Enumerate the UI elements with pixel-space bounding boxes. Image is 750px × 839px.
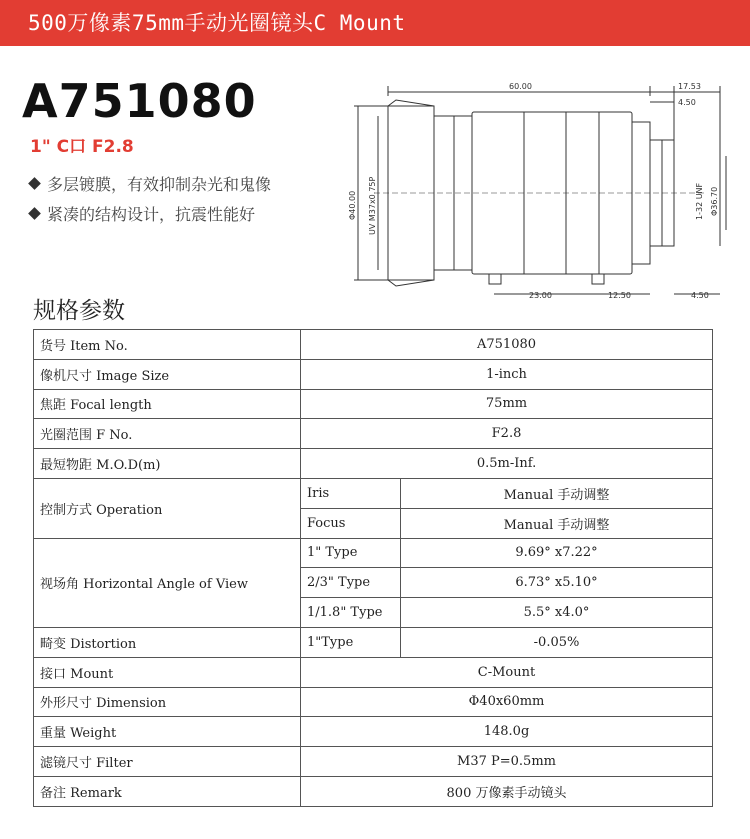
focus-screw — [489, 274, 501, 284]
spec-sublabel: 1" Type — [301, 538, 401, 568]
spec-value: 148.0g — [301, 717, 713, 747]
spec-label: 焦距 Focal length — [34, 389, 301, 419]
spec-label: 视场角 Horizontal Angle of View — [34, 538, 301, 627]
mount-spec: 1" C口 F2.8 — [30, 137, 134, 157]
banner-title: 500万像素75mm手动光圈镜头C Mount — [28, 11, 406, 35]
spec-label: 重量 Weight — [34, 717, 301, 747]
table-row — [34, 538, 713, 568]
spec-label: 货号 Item No. — [34, 330, 301, 360]
dim-back: 17.53 — [678, 82, 701, 91]
spec-label: 控制方式 Operation — [34, 478, 301, 538]
spec-sublabel: 1/1.8" Type — [301, 598, 401, 628]
table-row — [34, 747, 713, 777]
dim-mount-dia: Φ36.70 — [710, 186, 719, 216]
spec-value: M37 P=0.5mm — [301, 747, 713, 777]
spec-label: 最短物距 M.O.D(m) — [34, 449, 301, 479]
spec-value: 6.73° x5.10° — [401, 568, 713, 598]
feature-text: 紧凑的结构设计，抗震性能好 — [47, 205, 256, 224]
spec-value: -0.05% — [401, 627, 713, 657]
table-row — [34, 627, 713, 657]
spec-label: 备注 Remark — [34, 776, 301, 806]
dim-flange: 4.50 — [678, 98, 696, 107]
table-row — [34, 478, 713, 508]
dim-filter: UV M37x0.75P — [368, 176, 377, 235]
spec-section-title: 规格参数 — [33, 298, 125, 324]
feature-list — [26, 170, 271, 230]
spec-sublabel: Iris — [301, 478, 401, 508]
spec-table — [33, 329, 713, 807]
dim-diameter: Φ40.00 — [348, 190, 357, 220]
dim-thread: 1-32 UNF — [695, 182, 704, 220]
diamond-bullet-icon — [28, 207, 41, 220]
spec-value: A751080 — [301, 330, 713, 360]
spec-sublabel: Focus — [301, 508, 401, 538]
spec-label: 畸变 Distortion — [34, 627, 301, 657]
feature-text: 多层镀膜，有效抑制杂光和鬼像 — [47, 175, 272, 194]
table-row — [34, 389, 713, 419]
lens-front-bevel — [388, 100, 434, 106]
spec-value: 1-inch — [301, 359, 713, 389]
header-banner — [0, 0, 750, 46]
lens-technical-drawing — [344, 80, 744, 306]
spec-label: 光圈范围 F No. — [34, 419, 301, 449]
feature-item — [26, 170, 271, 200]
spec-label: 像机尺寸 Image Size — [34, 359, 301, 389]
spec-label: 滤镜尺寸 Filter — [34, 747, 301, 777]
spec-value: C-Mount — [301, 657, 713, 687]
spec-sublabel: 1"Type — [301, 627, 401, 657]
dim-ring: 23.00 — [529, 291, 552, 300]
diamond-bullet-icon — [28, 177, 41, 190]
table-row — [34, 419, 713, 449]
dim-ring2: 12.50 — [608, 291, 631, 300]
spec-value: 800 万像素手动镜头 — [301, 776, 713, 806]
spec-value: Φ40x60mm — [301, 687, 713, 717]
table-row — [34, 717, 713, 747]
spec-value: 0.5m-Inf. — [301, 449, 713, 479]
spec-value: F2.8 — [301, 419, 713, 449]
spec-value: 75mm — [301, 389, 713, 419]
table-row — [34, 359, 713, 389]
iris-screw — [592, 274, 604, 284]
spec-value: 5.5° x4.0° — [401, 598, 713, 628]
table-row — [34, 687, 713, 717]
table-row — [34, 449, 713, 479]
spec-label: 接口 Mount — [34, 657, 301, 687]
product-model: A751080 — [22, 74, 257, 128]
feature-item — [26, 200, 271, 230]
table-row — [34, 330, 713, 360]
spec-label: 外形尺寸 Dimension — [34, 687, 301, 717]
spec-sublabel: 2/3" Type — [301, 568, 401, 598]
dim-end: 4.50 — [691, 291, 709, 300]
spec-value: Manual 手动调整 — [401, 508, 713, 538]
dim-length: 60.00 — [509, 82, 532, 91]
spec-value: Manual 手动调整 — [401, 478, 713, 508]
table-row — [34, 776, 713, 806]
table-row — [34, 657, 713, 687]
spec-value: 9.69° x7.22° — [401, 538, 713, 568]
